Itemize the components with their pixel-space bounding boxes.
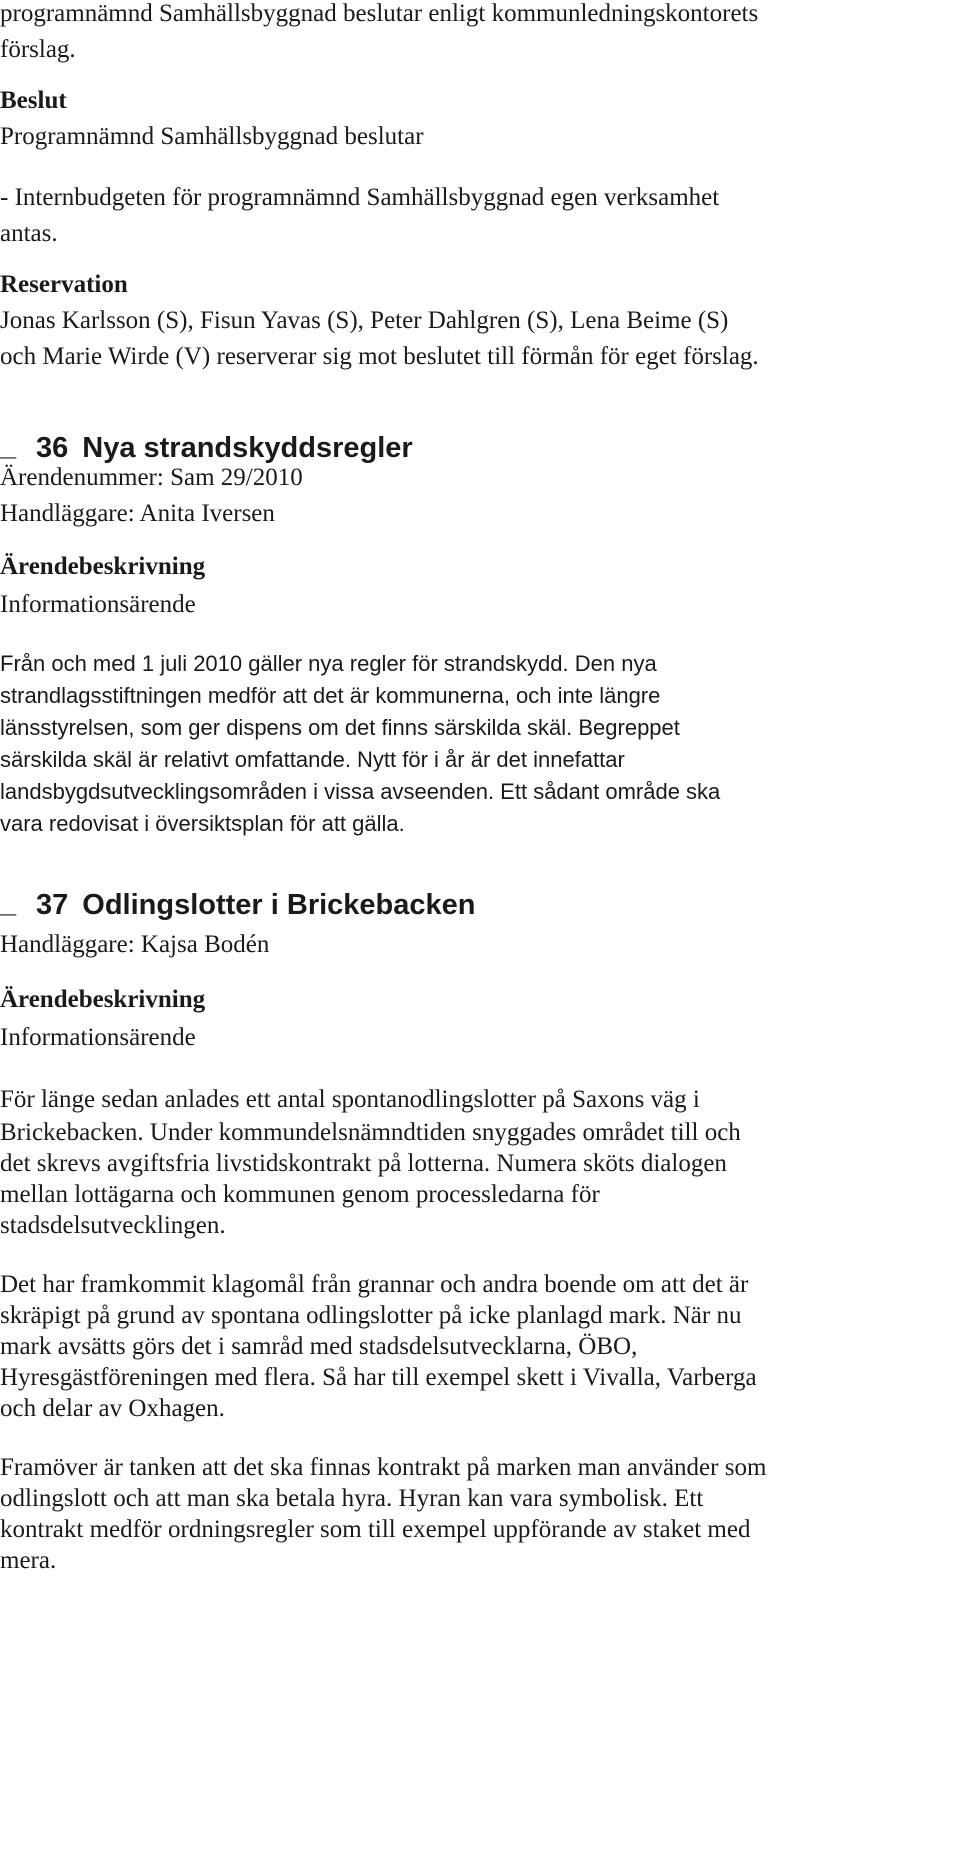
item-37-para-2-line-4: Hyresgästföreningen med flera. Så har till exempel skett i Vivalla, Varberga [0,1364,757,1391]
bookmark-marker-icon: _ [0,887,17,919]
item-36-number: 36 [36,432,69,464]
intro-line-2: förslag. [0,36,76,63]
item-36-case-number: Ärendenummer: Sam 29/2010 [0,464,303,491]
item-37-para-2-line-3: mark avsätts görs det i samråd med stadsdelsutvecklarna, ÖBO, [0,1333,638,1360]
item-36-body-line-3: länsstyrelsen, som ger dispens om det finns särskilda skäl. Begreppet [0,715,680,740]
item-37-para-3-line-4: mera. [0,1547,57,1574]
item-37-para-1-line-3: det skrevs avgiftsfria livstidskontrakt på lotterna. Numera sköts dialogen [0,1150,727,1177]
item-37-para-1-line-1: För länge sedan anlades ett antal spontanodlingslotter på Saxons väg i [0,1086,700,1113]
item-37-para-2-line-2: skräpigt på grund av spontana odlingslotter på icke planlagd mark. När nu [0,1302,742,1329]
beslut-heading: Beslut [0,87,67,114]
beslut-text: Programnämnd Samhällsbyggnad beslutar [0,123,424,150]
reservation-line-2: och Marie Wirde (V) reserverar sig mot beslutet till förmån för eget förslag. [0,343,759,370]
item-37-para-3-line-3: kontrakt medför ordningsregler som till exempel uppförande av staket med [0,1516,751,1543]
item-37-para-3-line-1: Framöver är tanken att det ska finnas kontrakt på marken man använder som [0,1454,767,1481]
item-37-desc-type: Informationsärende [0,1024,196,1051]
item-37-para-2-line-5: och delar av Oxhagen. [0,1395,225,1422]
item-37-desc-heading: Ärendebeskrivning [0,986,206,1013]
item-36-desc-type: Informationsärende [0,591,196,618]
item-37-para-3-line-2: odlingslott och att man ska betala hyra. Hyran kan vara symbolisk. Ett [0,1485,704,1512]
item-36-body-line-1: Från och med 1 juli 2010 gäller nya regler för strandskydd. Den nya [0,651,657,676]
item-37-para-1-line-4: mellan lottägarna och kommunen genom processledarna för [0,1181,600,1208]
item-36-body-line-5: landsbygdsutvecklingsområden i vissa avseenden. Ett sådant område ska [0,779,721,804]
reservation-line-1: Jonas Karlsson (S), Fisun Yavas (S), Peter Dahlgren (S), Lena Beime (S) [0,307,729,334]
item-36-handler: Handläggare: Anita Iversen [0,500,275,527]
bookmark-marker-icon: _ [0,430,17,462]
beslut-item-line-2: antas. [0,220,58,247]
reservation-heading: Reservation [0,271,128,298]
beslut-item-line-1: - Internbudgeten för programnämnd Samhällsbyggnad egen verksamhet [0,184,720,211]
item-36-body-line-2: strandlagsstiftningen medför att det är kommunerna, och inte längre [0,683,661,708]
item-37-number: 37 [36,889,69,921]
item-37-para-1-line-2: Brickebacken. Under kommundelsnämndtiden snyggades området till och [0,1119,741,1146]
item-36-title: Nya strandskyddsregler [82,432,413,464]
item-37-title: Odlingslotter i Brickebacken [82,889,476,921]
item-37-para-2-line-1: Det har framkommit klagomål från grannar och andra boende om att det är [0,1271,749,1298]
item-36-body-line-4: särskilda skäl är relativt omfattande. Nytt för i år är det innefattar [0,747,625,772]
item-37-para-1-line-5: stadsdelsutvecklingen. [0,1212,226,1239]
item-37-handler: Handläggare: Kajsa Bodén [0,931,270,958]
item-36-desc-heading: Ärendebeskrivning [0,553,206,580]
item-37-heading [0,885,930,925]
item-36-body-line-6: vara redovisat i översiktsplan för att gälla. [0,811,405,836]
intro-line-1: programnämnd Samhällsbyggnad beslutar enligt kommunledningskontorets [0,0,759,27]
